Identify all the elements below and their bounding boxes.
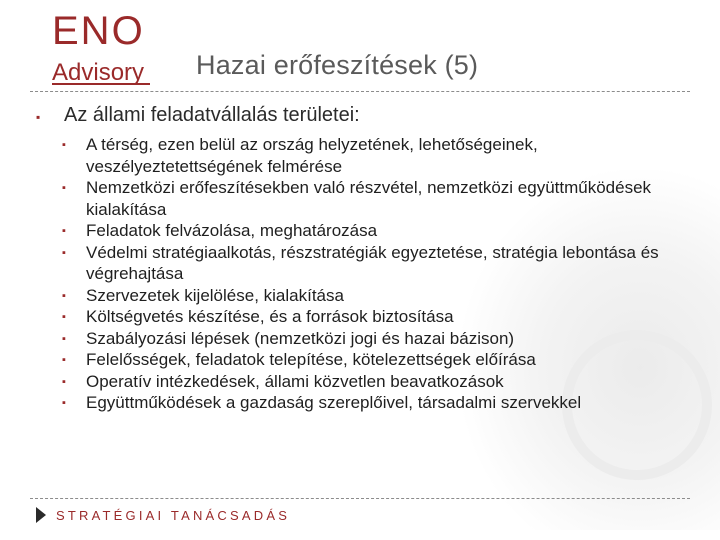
square-bullet-icon: ▪	[62, 139, 66, 151]
list-item-text: Költségvetés készítése, és a források biztosítása	[86, 307, 454, 326]
square-bullet-icon: ▪	[62, 397, 66, 409]
list-item	[62, 177, 682, 220]
sub-bullet-list	[62, 134, 682, 414]
main-bullet	[36, 104, 360, 127]
list-item-text: Védelmi stratégiaalkotás, részstratégiák egyeztetése, stratégia lebontása és végrehajtása	[86, 242, 659, 283]
square-bullet-icon: ▪	[62, 225, 66, 237]
list-item	[62, 220, 682, 242]
list-item-text: Szabályozási lépések (nemzetközi jogi és hazai bázison)	[86, 328, 515, 348]
arrow-right-icon	[36, 507, 46, 523]
list-item-text: Szervezetek kijelölése, kialakítása	[86, 285, 344, 305]
list-item	[62, 134, 682, 177]
logo-line1: ENO	[52, 9, 145, 53]
square-bullet-icon: ▪	[62, 354, 66, 366]
list-item	[62, 242, 682, 285]
square-bullet-icon: ▪	[62, 332, 66, 345]
list-item-text: Feladatok felvázolása, meghatározása	[86, 221, 378, 240]
list-item	[62, 371, 682, 393]
list-item-text: Együttműködések a gazdaság szereplőivel, társadalmi szervekkel	[86, 393, 582, 412]
list-item	[62, 392, 682, 414]
square-bullet-icon: ▪	[62, 182, 66, 194]
list-item-text: Operatív intézkedések, állami közvetlen beavatkozások	[86, 371, 504, 391]
footer-tagline: STRATÉGIAI TANÁCSADÁS	[56, 507, 291, 523]
list-item	[62, 349, 682, 371]
eno-advisory-logo	[50, 6, 160, 86]
slide-title: Hazai erőfeszítések (5)	[196, 50, 479, 80]
list-item-text: A térség, ezen belül az ország helyzetének, lehetőségeinek, veszélyeztetettségének felmérése	[86, 135, 538, 176]
logo-line2: Advisory	[52, 59, 145, 86]
list-item-text: Felelősségek, feladatok telepítése, kötelezettségek előírása	[86, 350, 536, 369]
list-item	[62, 285, 682, 307]
square-bullet-icon: ▪	[62, 289, 66, 302]
title-divider	[30, 91, 690, 92]
square-bullet-icon: ▪	[62, 246, 66, 259]
square-bullet-icon: ▪	[62, 311, 66, 323]
list-item	[62, 328, 682, 350]
list-item-text: Nemzetközi erőfeszítésekben való részvétel, nemzetközi együttműködések kialakítása	[86, 178, 652, 219]
square-bullet-icon: ▪	[62, 375, 66, 388]
footer	[36, 507, 290, 523]
footer-divider	[30, 498, 690, 499]
main-bullet-text: Az állami feladatvállalás területei:	[64, 104, 360, 126]
list-item	[62, 306, 682, 328]
square-bullet-icon: ▪	[36, 110, 41, 124]
